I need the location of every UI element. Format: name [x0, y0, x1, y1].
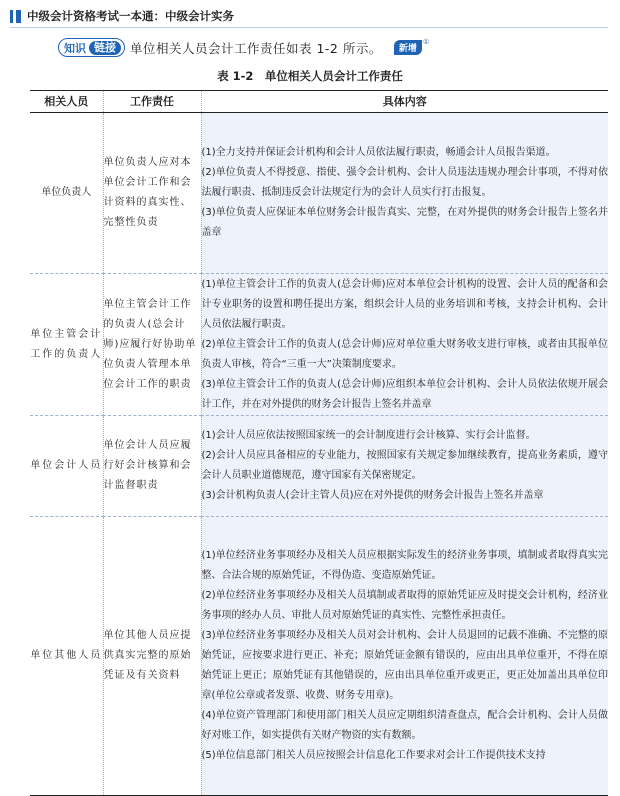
table-caption: 表 1-2 单位相关人员会计工作责任 — [217, 69, 403, 83]
person-cell: 单位会计人员 — [30, 416, 103, 517]
link-label: 链接 — [89, 41, 121, 55]
table-header-row — [30, 91, 608, 113]
details-cell — [201, 416, 608, 517]
person-cell: 单位其他人员 — [30, 517, 103, 796]
knowledge-link-text: 单位相关人员会计工作责任如表 1-2 所示。 — [130, 40, 382, 56]
column-header-person: 相关人员 — [30, 91, 103, 113]
details-cell — [201, 517, 608, 796]
responsibility-cell: 单位负责人应对本单位会计工作和会计资料的真实性、完整性负责 — [103, 113, 201, 274]
footnote-mark: ① — [422, 38, 430, 46]
header-marker-icon — [10, 10, 13, 23]
responsibility-cell: 单位主管会计工作的负责人(总会计师)应履行好协助单位负责人管理本单位会计工作的职责 — [103, 274, 201, 416]
detail-item: (2)单位经济业务事项经办及相关人员填制或者取得的原始凭证应及时提交会计机构，经济业务事项的经办人员、审批人员对原始凭证的真实性、完整性承担责任。 — [201, 590, 608, 621]
column-header-details: 具体内容 — [201, 91, 608, 113]
detail-item: (3)单位负责人应保证本单位财务会计报告真实、完整，在对外提供的财务会计报告上签名并盖章 — [201, 207, 608, 238]
responsibility-cell: 单位会计人员应履行好会计核算和会计监督职责 — [103, 416, 201, 517]
details-cell — [201, 113, 608, 274]
detail-item: (1)单位主管会计工作的负责人(总会计师)应对本单位会计机构的设置、会计人员的配备和会计专业职务的设置和聘任提出方案，组织会计人员的业务培训和考核，支持会计机构、会计人员依法履行职责。 — [201, 278, 608, 330]
knowledge-link-badge — [58, 38, 125, 57]
detail-item: (2)会计人员应具备相应的专业能力，按照国家有关规定参加继续教育，提高业务素质，遵守会计人员职业道德规范，遵守国家有关保密规定。 — [201, 450, 608, 481]
detail-item: (2)单位负责人不得授意、指使、强令会计机构、会计人员违法违规办理会计事项，不得对依法履行职责、抵制违反会计法规定行为的会计人员实行打击报复。 — [201, 167, 608, 198]
table-row — [30, 416, 608, 517]
detail-item: (3)单位经济业务事项经办及相关人员对会计机构、会计人员退回的记载不准确、不完整的原始凭证，应按要求进行更正、补充；原始凭证金额有错误的，应由出具单位重开，不得在原始凭证上更正；原始凭证有其他错误的，应由出具单位重开或更正，更正处加盖出具单位印章(单位公章或者发票、收费、财务专用章)。 — [201, 630, 608, 701]
page-header — [10, 8, 234, 24]
detail-item: (3)会计机构负责人(会计主管人员)应在对外提供的财务会计报告上签名并盖章 — [201, 490, 544, 501]
person-cell: 单位主管会计工作的负责人 — [30, 274, 103, 416]
details-cell — [201, 274, 608, 416]
knowledge-link — [58, 38, 429, 57]
header-title: 中级会计资格考试一本通：中级会计实务 — [27, 9, 234, 23]
header-divider — [10, 27, 608, 28]
detail-item: (3)单位主管会计工作的负责人(总会计师)应组织本单位会计机构、会计人员依法依规开展会计工作，并在对外提供的财务会计报告上签名并盖章 — [201, 378, 608, 410]
detail-item: (4)单位资产管理部门和使用部门相关人员应定期组织清查盘点，配合会计机构、会计人员做好对账工作，如实提供有关财产物资的实有数额。 — [201, 710, 608, 741]
knowledge-label: 知识 — [64, 41, 86, 55]
responsibility-table — [30, 90, 608, 796]
detail-item: (1)单位经济业务事项经办及相关人员应根据实际发生的经济业务事项，填制或者取得真实完整、合法合规的原始凭证，不得伪造、变造原始凭证。 — [201, 550, 608, 581]
new-badge: 新增 — [394, 40, 422, 55]
detail-item: (1)全力支持并保证会计机构和会计人员依法履行职责，畅通会计人员报告渠道。 — [201, 147, 556, 158]
table-row — [30, 274, 608, 416]
detail-item: (2)单位主管会计工作的负责人(总会计师)应对单位重大财务收支进行审核，或者由其报单位负责人审核，符合“三重一大”决策制度要求。 — [201, 338, 608, 370]
column-header-responsibility: 工作责任 — [103, 91, 201, 113]
detail-item: (5)单位信息部门相关人员应按照会计信息化工作要求对会计工作提供技术支持 — [201, 750, 546, 761]
table-row — [30, 113, 608, 274]
responsibility-cell: 单位其他人员应提供真实完整的原始凭证及有关资料 — [103, 517, 201, 796]
header-marker-icon-2 — [16, 10, 21, 23]
detail-item: (1)会计人员应依法按照国家统一的会计制度进行会计核算、实行会计监督。 — [201, 430, 536, 441]
person-cell: 单位负责人 — [30, 113, 103, 274]
table-row — [30, 517, 608, 796]
